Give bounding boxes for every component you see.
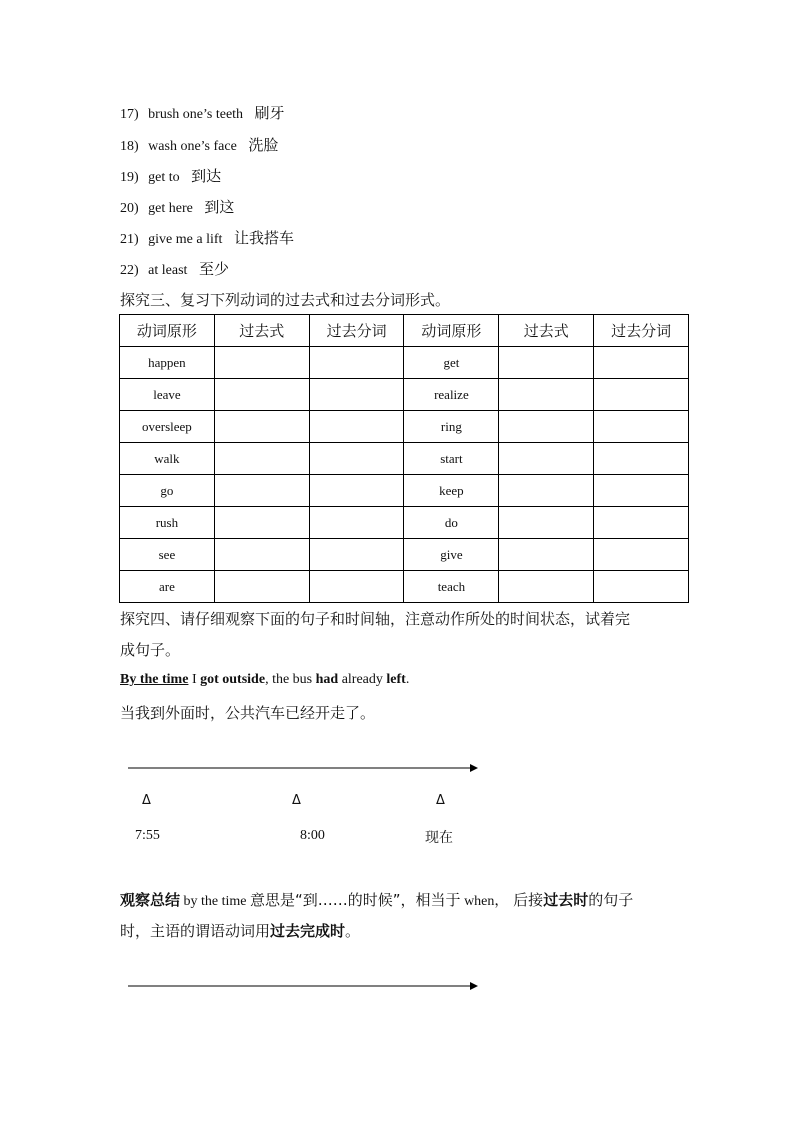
left-word: left <box>386 672 406 687</box>
by-the-time-phrase: By the time <box>120 672 189 687</box>
header-past-tense: 过去式 <box>499 315 594 347</box>
verb-base-right: realize <box>404 379 499 411</box>
chinese-meaning: 洗脸 <box>248 136 279 154</box>
english-phrase: get to <box>148 170 180 185</box>
sentence-period: . <box>405 672 410 687</box>
summary-line1 <box>120 889 633 910</box>
past-tense-blank-left[interactable] <box>214 411 309 443</box>
verb-base-right: give <box>404 539 499 571</box>
summary-end: 。 <box>345 922 361 940</box>
past-participle-blank-left[interactable] <box>309 507 404 539</box>
example-sentence <box>120 672 409 688</box>
verb-base-left: are <box>120 571 215 603</box>
header-base-form: 动词原形 <box>120 315 215 347</box>
past-participle-blank-left[interactable] <box>309 379 404 411</box>
table-row <box>120 443 689 475</box>
verb-base-right: do <box>404 507 499 539</box>
summary-heading: 观察总结 <box>120 891 181 909</box>
item-number: 20) <box>120 201 139 216</box>
vocab-item-22 <box>120 258 229 279</box>
summary-by-the-time: by the time <box>180 894 251 909</box>
timeline-label-755: 7:55 <box>135 828 160 843</box>
timeline-arrow <box>128 763 478 773</box>
table-row <box>120 411 689 443</box>
chinese-meaning: 至少 <box>198 260 229 278</box>
had-word: had <box>315 672 339 687</box>
verb-base-left: oversleep <box>120 411 215 443</box>
past-tense-blank-left[interactable] <box>214 475 309 507</box>
table-row <box>120 379 689 411</box>
past-tense-blank-left[interactable] <box>214 539 309 571</box>
summary-line2 <box>120 920 360 941</box>
english-phrase: get here <box>148 201 193 216</box>
header-base-form: 动词原形 <box>404 315 499 347</box>
verb-base-left: walk <box>120 443 215 475</box>
english-phrase: wash one’s face <box>148 139 237 154</box>
table-row <box>120 507 689 539</box>
summary-past-tense: 过去时 <box>543 891 589 909</box>
summary-past-perfect: 过去完成时 <box>270 922 346 940</box>
past-participle-blank-left[interactable] <box>309 475 404 507</box>
english-phrase: at least <box>148 263 188 278</box>
verb-base-left: go <box>120 475 215 507</box>
past-tense-blank-right[interactable] <box>499 379 594 411</box>
past-tense-blank-right[interactable] <box>499 475 594 507</box>
item-number: 21) <box>120 232 139 247</box>
past-tense-blank-right[interactable] <box>499 539 594 571</box>
table-row <box>120 539 689 571</box>
table-row <box>120 347 689 379</box>
past-tense-blank-left[interactable] <box>214 443 309 475</box>
verb-base-right: keep <box>404 475 499 507</box>
header-past-participle: 过去分词 <box>309 315 404 347</box>
chinese-meaning: 到这 <box>204 198 235 216</box>
past-tense-blank-right[interactable] <box>499 443 594 475</box>
section4-title-line2: 成句子。 <box>120 641 181 659</box>
header-past-tense: 过去式 <box>214 315 309 347</box>
past-participle-blank-right[interactable] <box>594 379 689 411</box>
past-tense-blank-right[interactable] <box>499 571 594 603</box>
timeline-marker-3: Δ <box>436 793 445 808</box>
verb-table-body <box>120 347 689 603</box>
section3-title: 探究三、复习下列动词的过去式和过去分词形式。 <box>120 291 451 309</box>
verb-base-right: start <box>404 443 499 475</box>
english-phrase: give me a lift <box>148 232 223 247</box>
verb-base-left: see <box>120 539 215 571</box>
subject-word: I <box>191 672 197 687</box>
timeline-arrow-2 <box>128 981 478 991</box>
past-participle-blank-right[interactable] <box>594 571 689 603</box>
verb-base-left: happen <box>120 347 215 379</box>
past-participle-blank-right[interactable] <box>594 475 689 507</box>
vocab-item-19 <box>120 165 221 186</box>
past-participle-blank-left[interactable] <box>309 443 404 475</box>
summary-when: when， <box>460 894 509 909</box>
chinese-meaning: 让我搭车 <box>233 229 294 247</box>
past-participle-blank-left[interactable] <box>309 411 404 443</box>
past-participle-blank-left[interactable] <box>309 347 404 379</box>
verb-base-left: leave <box>120 379 215 411</box>
english-phrase: brush one’s teeth <box>148 107 244 122</box>
past-tense-blank-left[interactable] <box>214 347 309 379</box>
bus-clause: , the bus <box>265 672 313 687</box>
summary-meaning: 意思是“到……的时候”，相当于 <box>250 891 461 909</box>
past-participle-blank-left[interactable] <box>309 539 404 571</box>
item-number: 17) <box>120 107 139 122</box>
verb-base-right: ring <box>404 411 499 443</box>
item-number: 18) <box>120 139 139 154</box>
vocab-item-18 <box>120 134 278 155</box>
verb-forms-table <box>119 314 689 603</box>
past-participle-blank-right[interactable] <box>594 507 689 539</box>
table-row <box>120 475 689 507</box>
past-participle-blank-left[interactable] <box>309 571 404 603</box>
past-participle-blank-right[interactable] <box>594 347 689 379</box>
past-participle-blank-right[interactable] <box>594 411 689 443</box>
item-number: 22) <box>120 263 139 278</box>
timeline-label-800: 8:00 <box>300 828 325 843</box>
item-number: 19) <box>120 170 139 185</box>
summary-predicate: 时，主语的谓语动词用 <box>120 922 271 940</box>
vocab-item-21 <box>120 227 294 248</box>
past-participle-blank-right[interactable] <box>594 443 689 475</box>
header-past-participle: 过去分词 <box>594 315 689 347</box>
got-outside-phrase: got outside <box>200 672 266 687</box>
vocab-item-17 <box>120 102 285 123</box>
vocab-item-20 <box>120 196 234 217</box>
summary-sentence: 的句子 <box>588 891 634 909</box>
timeline-marker-2: Δ <box>292 793 301 808</box>
verb-base-right: get <box>404 347 499 379</box>
table-row <box>120 571 689 603</box>
table-header-row <box>120 315 689 347</box>
past-tense-blank-right[interactable] <box>499 347 594 379</box>
past-tense-blank-right[interactable] <box>499 411 594 443</box>
verb-base-right: teach <box>404 571 499 603</box>
chinese-meaning: 到达 <box>191 167 222 185</box>
summary-followed-by: 后接 <box>513 891 544 909</box>
past-tense-blank-left[interactable] <box>214 571 309 603</box>
already-word: already <box>341 672 383 687</box>
timeline-label-now: 现在 <box>425 830 453 846</box>
section4-title-line1: 探究四、请仔细观察下面的句子和时间轴，注意动作所处的时间状态，试着完 <box>120 610 631 628</box>
verb-base-left: rush <box>120 507 215 539</box>
example-translation: 当我到外面时，公共汽车已经开走了。 <box>120 704 376 722</box>
timeline-marker-1: Δ <box>142 793 151 808</box>
past-tense-blank-left[interactable] <box>214 379 309 411</box>
past-tense-blank-right[interactable] <box>499 507 594 539</box>
past-participle-blank-right[interactable] <box>594 539 689 571</box>
chinese-meaning: 刷牙 <box>254 104 285 122</box>
past-tense-blank-left[interactable] <box>214 507 309 539</box>
